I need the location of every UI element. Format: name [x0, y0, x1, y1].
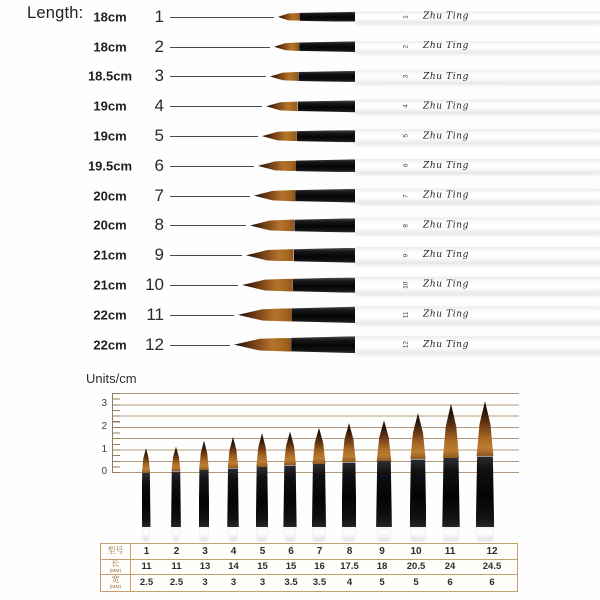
handle-printed-number: 2 [402, 44, 410, 49]
y-tick-3: 3 [101, 398, 107, 409]
spec-cell: 7 [305, 544, 334, 560]
brush-hair [234, 338, 291, 352]
pointer-line [170, 17, 274, 18]
brush-row [0, 62, 600, 92]
brush-hair [266, 101, 298, 111]
chart-brush-ferrule [142, 473, 151, 527]
spec-cell: 3 [230, 577, 237, 589]
chart-brush-handle-stub [173, 527, 180, 540]
spec-row-header: 宽 (MM) [101, 575, 131, 591]
brush-size-number: 4 [154, 96, 164, 116]
brush-row [0, 300, 600, 330]
y-tick-0: 0 [101, 466, 107, 477]
brush-photo [262, 129, 600, 142]
brush-row [0, 330, 600, 360]
spec-cell: 15 [248, 560, 277, 576]
handle-printed-number: 1 [402, 15, 410, 19]
brush-size-number: 9 [154, 245, 164, 265]
pointer-line [170, 225, 246, 226]
brush-size-number: 6 [154, 155, 164, 175]
brush-photo [254, 188, 600, 203]
brush-size-number: 8 [154, 215, 164, 235]
spec-cell: 24.5 [467, 560, 517, 576]
chart-brush [142, 448, 151, 540]
brush-size-number: 1 [154, 6, 164, 26]
length-prefix-label: Length: [27, 4, 84, 22]
chart-brush-hair [227, 437, 239, 469]
spec-cell: 9 [365, 544, 399, 560]
chart-brush-hair [256, 433, 268, 467]
pointer-line [170, 47, 270, 48]
brush-row [0, 270, 600, 300]
handle-brand-script: Zhu Ting [422, 280, 469, 291]
chart-brush-handle-stub [378, 527, 391, 540]
pointer-line [170, 315, 234, 316]
brush-hair [242, 279, 293, 292]
brush-ferrule [293, 277, 355, 293]
chart-brush [442, 404, 460, 540]
chart-brush-hair [442, 404, 460, 458]
spec-cell: 8 [334, 544, 365, 560]
brush-handle [355, 188, 600, 203]
chart-brush-handle-stub [477, 527, 492, 540]
brush-hair [246, 249, 294, 261]
brush-length-list [0, 2, 600, 360]
brush-handle [355, 100, 600, 113]
brush-length-label: 18.5cm [87, 68, 133, 84]
chart-brush [312, 428, 326, 540]
brush-photo [234, 336, 600, 354]
chart-brush-ferrule [171, 471, 181, 527]
brush-photo [246, 247, 600, 263]
spec-cell: 2 [162, 544, 191, 560]
handle-printed-number: 5 [402, 134, 410, 138]
spec-row-header: 型号 [101, 544, 131, 560]
pointer-line [170, 136, 258, 137]
brush-ferrule [296, 159, 355, 172]
handle-printed-number: 7 [402, 193, 410, 198]
handle-brand-script: Zhu Ting [422, 101, 469, 112]
spec-cell: 3.5 [312, 577, 327, 589]
brush-handle [355, 277, 600, 294]
spec-cell: 5 [379, 577, 385, 589]
chart-brush [283, 432, 296, 540]
handle-brand-script: Zhu Ting [422, 250, 469, 261]
spec-table [100, 543, 518, 592]
chart-brush-handle-stub [411, 527, 425, 540]
brush-row [0, 121, 600, 151]
pointer-line [170, 76, 266, 77]
brush-handle [355, 247, 600, 263]
brush-handle [355, 129, 600, 142]
chart-brush-hair [376, 420, 392, 461]
chart-brush [227, 437, 239, 540]
brush-size-number: 12 [145, 334, 164, 354]
brush-photo [250, 218, 600, 233]
chart-brush-ferrule [410, 459, 427, 527]
brush-length-label: 19cm [93, 128, 127, 144]
brush-photo [242, 277, 600, 294]
chart-brush-ferrule [256, 467, 268, 527]
brush-handle [355, 70, 600, 82]
handle-printed-number: 8 [402, 223, 410, 228]
spec-cell: 5 [248, 544, 277, 560]
chart-brush-ferrule [199, 470, 210, 527]
chart-brush-handle-stub [313, 527, 324, 540]
chart-brush [171, 447, 181, 540]
brush-hair [250, 220, 294, 232]
handle-printed-number: 12 [402, 341, 410, 349]
minor-tick-marks [113, 393, 120, 473]
handle-brand-script: Zhu Ting [423, 160, 469, 171]
brush-hair [254, 190, 295, 201]
handle-brand-script: Zhu Ting [422, 339, 469, 350]
chart-brush-hair [476, 401, 494, 456]
brush-length-label: 18cm [93, 9, 127, 25]
brush-ferrule [292, 307, 355, 323]
brush-length-label: 21cm [93, 247, 127, 263]
pointer-line [170, 255, 242, 256]
chart-brush-ferrule [283, 465, 296, 527]
chart-brush [376, 420, 392, 540]
handle-brand-script: Zhu Ting [422, 71, 469, 82]
handle-brand-script: Zhu Ting [423, 11, 469, 22]
brush-ferrule [294, 248, 355, 263]
spec-row-header: 长 (MM) [101, 560, 131, 576]
brush-row [0, 91, 600, 121]
brush-handle [355, 159, 600, 173]
brush-handle [355, 11, 600, 22]
spec-cell: 20.5 [399, 560, 433, 576]
brush-row [0, 181, 600, 211]
brush-photo [274, 41, 600, 53]
brush-length-label: 20cm [93, 217, 127, 233]
brush-photo [270, 70, 600, 82]
chart-brush-handle-stub [143, 527, 149, 540]
brush-size-number: 10 [145, 275, 164, 295]
brush-ferrule [297, 130, 355, 142]
brush-length-label: 21cm [93, 277, 127, 293]
brush-size-number: 7 [154, 185, 164, 205]
handle-printed-number: 4 [402, 104, 410, 109]
handle-printed-number: 10 [402, 281, 410, 289]
pointer-line [170, 196, 250, 197]
brush-length-label: 22cm [93, 307, 127, 323]
chart-brush-handle-stub [444, 527, 459, 540]
brush-photo [278, 11, 600, 22]
brush-row [0, 32, 600, 62]
handle-printed-number: 6 [402, 164, 410, 168]
spec-cell: 15 [277, 560, 305, 576]
brush-handle [355, 306, 600, 323]
brush-length-label: 20cm [93, 188, 127, 204]
spec-cell: 24 [433, 560, 467, 576]
spec-cell: 13 [191, 560, 219, 576]
handle-printed-number: 3 [402, 74, 410, 79]
spec-cell: 2.5 [139, 577, 154, 589]
chart-brush-hair [410, 413, 427, 459]
brush-size-number: 2 [154, 36, 164, 56]
brush-ferrule [291, 336, 355, 353]
pointer-line [170, 166, 254, 167]
brush-ferrule [294, 218, 355, 232]
brush-hair [270, 72, 298, 81]
chart-brush-ferrule [227, 468, 239, 527]
spec-cell: 18 [365, 560, 399, 576]
pointer-line [170, 285, 238, 286]
chart-brush [410, 413, 427, 540]
brush-length-label: 18cm [93, 39, 127, 55]
brush-ferrule [298, 100, 355, 112]
spec-cell: 3 [259, 577, 266, 589]
y-tick-1: 1 [101, 443, 107, 455]
brush-row [0, 211, 600, 241]
brush-row [0, 240, 600, 270]
spec-cell: 2.5 [169, 577, 184, 589]
spec-cell: 14 [219, 560, 248, 576]
handle-brand-script: Zhu Ting [422, 220, 469, 231]
brush-ferrule [295, 189, 355, 203]
brush-row [0, 2, 600, 32]
pointer-line [170, 106, 262, 107]
brush-hair [274, 42, 299, 51]
chart-brush-handle-stub [229, 527, 238, 540]
units-axis-title: Units/cm [86, 371, 137, 386]
brush-size-number: 3 [154, 66, 164, 86]
pointer-line [170, 345, 230, 346]
spec-cell: 6 [447, 577, 453, 589]
handle-brand-script: Zhu Ting [422, 131, 469, 142]
brush-ferrule [298, 71, 355, 82]
spec-cell: 16 [305, 560, 334, 576]
handle-printed-number: 9 [402, 253, 410, 258]
chart-brush-hair [142, 448, 151, 473]
brush-ferrule [300, 12, 355, 22]
spec-cell: 3 [202, 577, 208, 589]
chart-brush-hair [283, 432, 296, 466]
chart-brush [199, 441, 210, 540]
spec-cell: 3 [191, 544, 219, 560]
brush-photo [238, 306, 600, 323]
spec-cell: 17.5 [334, 560, 365, 576]
brush-ferrule [299, 41, 355, 52]
handle-brand-script: Zhu Ting [422, 41, 469, 52]
brush-hair [262, 131, 297, 141]
y-tick-2: 2 [101, 421, 107, 432]
chart-brush-handle-stub [343, 527, 355, 540]
chart-brush-hair [171, 447, 181, 472]
chart-brush-hair [312, 428, 326, 464]
brush-photo [266, 100, 600, 113]
spec-cell: 6 [489, 577, 495, 589]
spec-cell: 1 [131, 544, 162, 560]
handle-printed-number: 11 [402, 311, 410, 319]
spec-cell: 4 [346, 577, 353, 589]
spec-cell: 11 [131, 560, 162, 576]
brush-size-number: 5 [154, 126, 164, 146]
spec-cell: 11 [433, 544, 467, 560]
chart-brush-ferrule [376, 461, 392, 527]
spec-cell: 11 [162, 560, 191, 576]
chart-brush [476, 401, 494, 540]
brush-length-label: 19.5cm [87, 158, 133, 174]
spec-cell: 10 [399, 544, 433, 560]
chart-brush-ferrule [476, 456, 494, 527]
spec-cell: 6 [277, 544, 305, 560]
chart-brush [256, 433, 268, 540]
chart-brush-hair [342, 423, 357, 463]
chart-brush-handle-stub [257, 527, 266, 540]
brush-hair [238, 308, 292, 322]
spec-cell: 5 [413, 577, 419, 589]
chart-brush-hair [199, 441, 210, 470]
brush-row [0, 151, 600, 181]
brush-size-number: 11 [146, 304, 164, 324]
brush-length-label: 19cm [93, 98, 127, 114]
chart-brush-ferrule [342, 462, 357, 527]
spec-cell: 12 [467, 544, 517, 560]
brush-handle [355, 218, 600, 233]
spec-cell: 3.5 [284, 577, 298, 589]
chart-brush-ferrule [312, 464, 326, 527]
brush-hair [258, 161, 296, 172]
chart-brush-ferrule [442, 458, 460, 527]
brush-hair [278, 13, 300, 21]
brush-handle [355, 41, 600, 53]
chart-brush [342, 423, 357, 540]
handle-brand-script: Zhu Ting [423, 309, 469, 320]
handle-brand-script: Zhu Ting [422, 190, 469, 201]
brush-length-label: 22cm [93, 337, 127, 353]
chart-brush-handle-stub [200, 527, 208, 540]
chart-brush-handle-stub [285, 527, 295, 540]
brush-photo [258, 159, 600, 173]
brush-handle [355, 336, 600, 354]
spec-cell: 4 [219, 544, 248, 560]
